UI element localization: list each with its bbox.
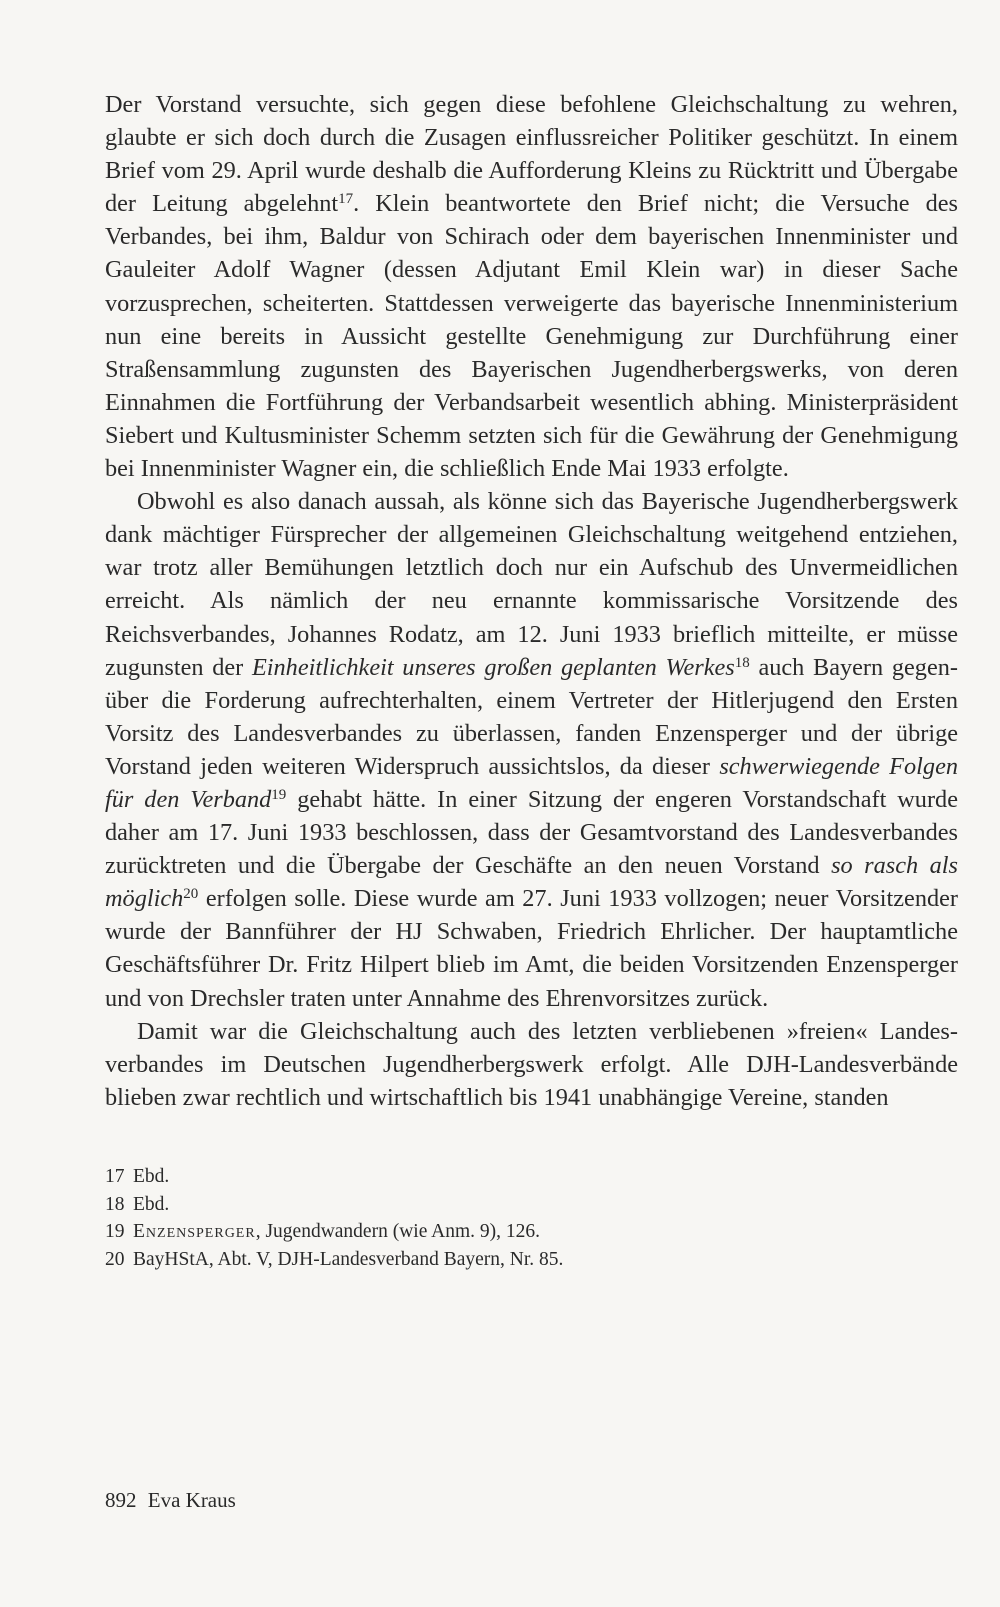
footnote-ref-17[interactable]: 17 — [338, 191, 354, 208]
text-span: gehabt hätte. In einer Sitzung der engeren Vorstandschaft wurde daher am 17. Juni 1933 beschlossen, dass der Gesamtvorstand des Landesverbandes zurücktreten und die Übergabe der Geschäfte an den neuen Vorstand — [105, 785, 958, 880]
footnote-text: Ebd. — [133, 1193, 170, 1215]
main-text — [105, 88, 958, 1114]
running-author: Eva Kraus — [147, 1488, 236, 1512]
text-span: erfolgen solle. Diese wurde am 27. Juni 1933 vollzogen; neuer Vorsitzender wurde der Bannführer der HJ Schwaben, Friedrich Ehrlicher. Der hauptamtliche Geschäftsführer Dr. Fritz Hilpert blieb im Amt, die beiden Vorsitzenden Enzensperger und von Drechsler traten unter Annahme des Ehrenvorsitzes zurück. — [105, 885, 958, 1012]
footnote-text: , Jugendwandern (wie Anm. 9), 126. — [255, 1221, 541, 1242]
text-span: auch Bayern gegenüber die Forderung aufrechterhalten, einem Vertreter der Hitlerjugend den Ersten Vorsitz des Landesverbandes zu überlassen, fanden Enzensperger und der übrige Vorstand jeden weiteren Widerspruch aussichtslos, da dieser — [105, 653, 958, 780]
quotation: Einheitlichkeit unseres großen geplanten Werkes — [251, 653, 735, 681]
footnote-ref-20[interactable]: 20 — [183, 886, 199, 903]
text-span: Der Vorstand versuchte, sich gegen diese befohlene Gleichschaltung zu wehren, glaubte er sich doch durch die Zusagen einflussreicher Politiker geschützt. In einem Brief vom 29. April wurde deshalb die Aufforderung Kleins zu Rücktritt und Übergabe der Leitung abgelehnt — [105, 91, 958, 218]
footnote-ref-19[interactable]: 19 — [271, 786, 287, 803]
page-footer — [105, 1486, 236, 1514]
footnote-number: 18 — [105, 1193, 125, 1215]
footnote-number: 19 — [105, 1221, 125, 1242]
text-span: Obwohl es also danach aussah, als könne sich das Bayerische Jugendherbergswerk dank mächtiger Fürsprecher der allgemeinen Gleichschaltung weitgehend entziehen, war trotz aller Bemühungen letztlich doch nur ein Aufschub des Unvermeidlichen erreicht. Als nämlich der neu ernannte kommissarische Vorsitzende des Reichsverbandes, Johannes Rodatz, am 12. Juni 1933 brieflich mitteilte, er müsse zugunsten der — [105, 488, 958, 681]
footnote — [105, 1191, 958, 1219]
footnote — [105, 1246, 958, 1274]
footnote-text: Ebd. — [133, 1166, 170, 1187]
footnote-author: Enzensperger — [133, 1221, 256, 1242]
text-span: Damit war die Gleichschaltung auch des letzten verbliebenen »freien« Landesverbandes im Deutschen Jugendherbergswerk erfolgt. Alle DJH-Landesverbände blieben zwar rechtlich und wirtschaftlich bis 1941 unabhängige Vereine, standen — [105, 1017, 958, 1111]
quotation: so rasch als möglich — [105, 852, 958, 913]
paragraph — [105, 485, 958, 1015]
footnote — [105, 1163, 958, 1191]
footnote-number: 17 — [105, 1166, 125, 1187]
footnote-number: 20 — [105, 1248, 125, 1270]
text-span: . Klein beantwortete den Brief nicht; die Versuche des Verbandes, bei ihm, Baldur von Schirach oder dem bayerischen Innenminister und Gauleiter Adolf Wagner (dessen Adjutant Emil Klein war) in dieser Sache vorzusprechen, scheiterten. Stattdessen verweigerte das bayerische Innenministerium nun eine bereits in Aussicht gestellte Genehmigung zur Durchführung einer Straßensammlung zugunsten des Bayerischen Jugendherbergswerks, von deren Einnahmen die Fortführung der Verbandsarbeit wesentlich abhing. Ministerpräsident Siebert und Kultusminister Schemm setzten sich für die Gewährung der Genehmigung bei Innenminister Wagner ein, die schließlich Ende Mai 1933 erfolgte. — [105, 190, 958, 483]
footnote — [105, 1218, 958, 1246]
footnote-text: BayHStA, Abt. V, DJH-Landesverband Bayern, Nr. 85. — [133, 1248, 564, 1270]
page-number: 892 — [105, 1488, 137, 1512]
paragraph — [105, 1015, 958, 1114]
footnote-ref-18[interactable]: 18 — [734, 654, 750, 671]
quotation: schwerwiegende Folgen für den Verband — [105, 752, 958, 813]
paragraph — [105, 88, 958, 485]
footnotes — [105, 1163, 958, 1273]
